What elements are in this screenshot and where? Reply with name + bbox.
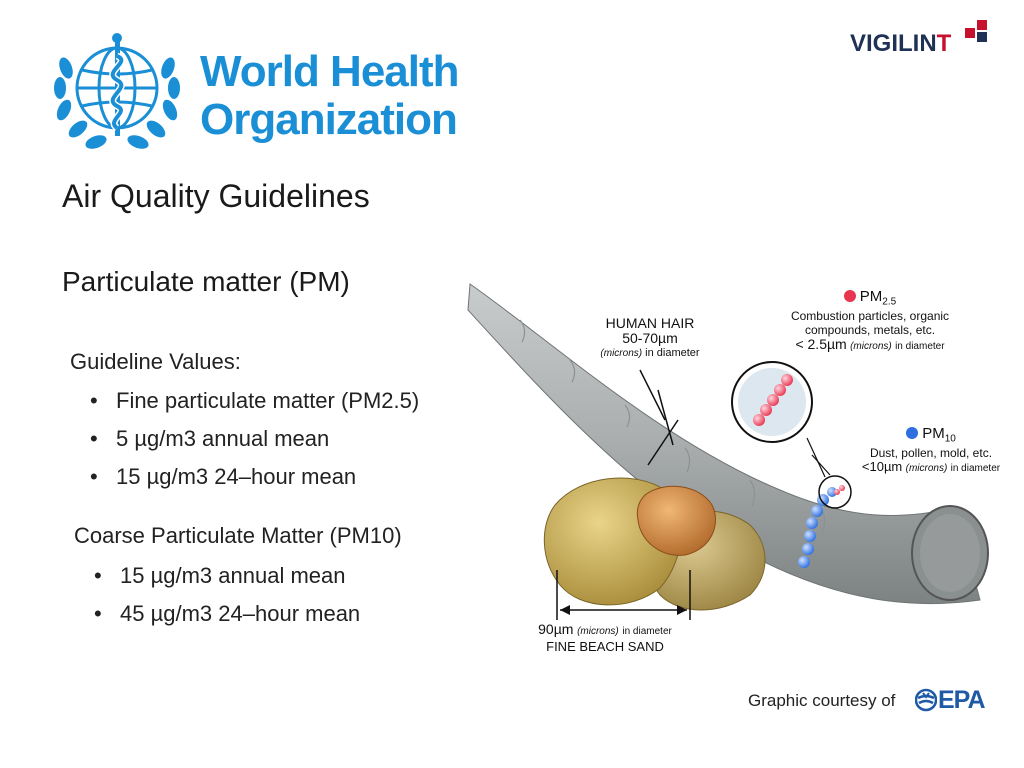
pm25-label	[765, 290, 975, 354]
who-name-line1: World Health	[200, 47, 459, 96]
who-name-line2: Organization	[200, 95, 457, 144]
slide-subtitle: Particulate matter (PM)	[62, 266, 350, 297]
list-item: • 15 µg/m3 annual mean	[92, 561, 360, 599]
pm25-desc2: compounds, metals, etc.	[804, 323, 936, 338]
human-hair-label	[580, 316, 720, 361]
epa-logo-icon	[915, 688, 937, 712]
sand-size: 90µm (microns) in diameter	[538, 621, 672, 637]
pm10-label	[846, 427, 1016, 476]
graphic-credit: Graphic courtesy of	[748, 691, 896, 710]
guideline-values-heading: Guideline Values:	[70, 349, 241, 374]
hair-size: 50-70µm	[622, 330, 678, 346]
pm10-dot-icon	[906, 427, 918, 439]
list-item: • 15 µg/m3 24–hour mean	[88, 462, 419, 500]
pm10-desc1: Dust, pollen, mold, etc.	[869, 446, 993, 461]
slide-title: Air Quality Guidelines	[62, 178, 370, 214]
pm25-size: < 2.5µm (microns) in diameter	[795, 336, 945, 353]
hair-name: HUMAN HAIR	[605, 315, 695, 331]
epa-logo-text: EPA	[938, 686, 985, 714]
pm10-title: $PM_{10}$	[846, 427, 1016, 446]
pm25-desc1: Combustion particles, organic	[790, 309, 950, 324]
list-item: • 5 µg/m3 annual mean	[88, 424, 419, 462]
vigilint-mark-icon	[963, 18, 993, 50]
sand-name: FINE BEACH SAND	[546, 639, 664, 654]
list-item: • 45 µg/m3 24–hour mean	[92, 599, 360, 637]
pm25-dot-icon	[844, 290, 856, 302]
vigilint-logo-accent: T	[936, 30, 952, 57]
list-item: • Fine particulate matter (PM2.5)	[88, 386, 419, 424]
coarse-pm-list	[92, 561, 360, 637]
who-emblem-icon	[44, 28, 190, 156]
hair-diameter-note: (microns) in diameter	[600, 347, 700, 359]
coarse-pm-heading: Coarse Particulate Matter (PM10)	[74, 523, 402, 548]
vigilint-logo	[850, 30, 951, 58]
guideline-values-list	[88, 386, 419, 500]
pm10-size: <10µm (microns) in diameter	[861, 459, 1001, 475]
pm25-title: $PM_{2.5}$	[765, 290, 975, 309]
fine-beach-sand-label	[520, 622, 690, 654]
vigilint-logo-main: VIGILIN	[850, 30, 937, 57]
